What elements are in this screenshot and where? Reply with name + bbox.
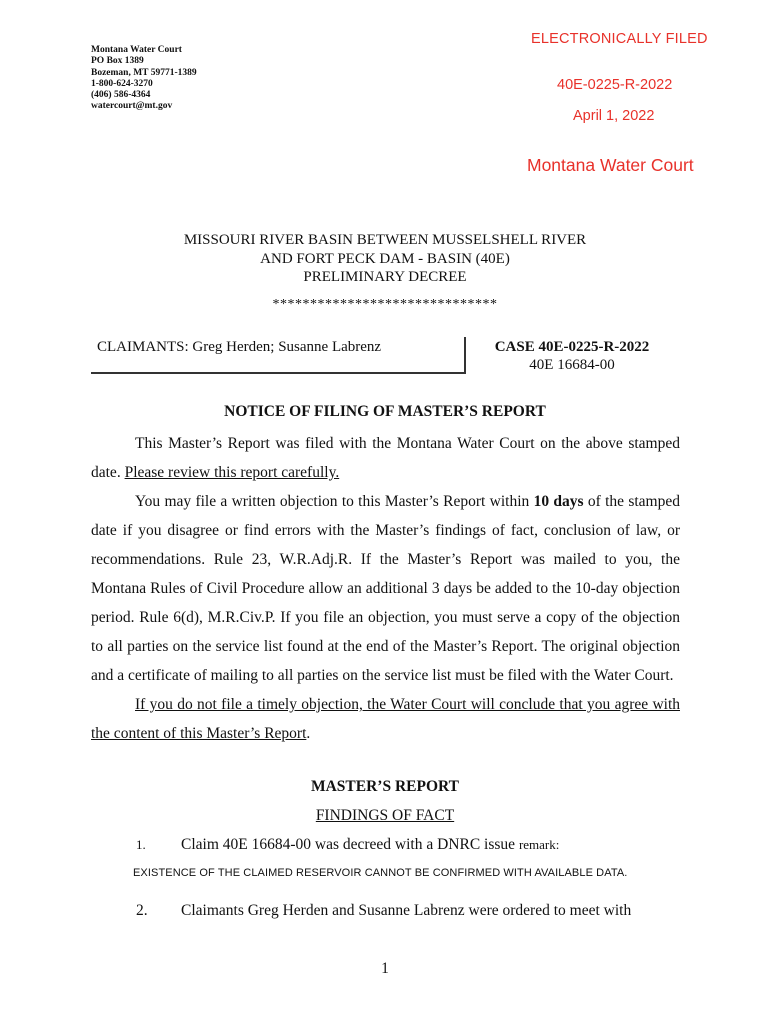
dnrc-issue-remark: EXISTENCE OF THE CLAIMED RESERVOIR CANNOT BE CONFIRMED WITH AVAILABLE DATA.	[133, 867, 628, 879]
address-line: PO Box 1389	[91, 56, 144, 67]
claimants-line: CLAIMANTS: Greg Herden; Susanne Labrenz	[97, 339, 382, 355]
case-block	[472, 338, 672, 374]
objection-warning: If you do not file a timely objection, the Water Court will conclude that you agree with the content of this Master’s Report	[91, 696, 680, 742]
filing-stamp-court: Montana Water Court	[527, 155, 694, 175]
filing-stamp-date: April 1, 2022	[573, 108, 655, 124]
address-line: (406) 586-4364	[91, 90, 151, 101]
notice-heading: NOTICE OF FILING OF MASTER’S REPORT	[224, 403, 546, 420]
finding-item	[91, 836, 680, 854]
caption-vertical-rule	[464, 337, 466, 374]
finding-text: Claim 40E 16684-00 was decreed with a DNRC issue	[181, 836, 519, 853]
address-line: Montana Water Court	[91, 45, 182, 55]
address-line: Bozeman, MT 59771-1389	[91, 67, 197, 78]
basin-caption	[0, 231, 770, 287]
notice-paragraph-2	[91, 487, 680, 690]
masters-report-heading: MASTER’S REPORT	[310, 778, 459, 795]
case-number: CASE 40E-0225-R-2022	[494, 339, 650, 355]
notice-paragraph-1	[91, 429, 680, 487]
filing-stamp-label: ELECTRONICALLY FILED	[531, 31, 708, 47]
star-divider: ******************************	[272, 297, 498, 312]
notice-body	[91, 429, 680, 748]
filing-stamp-case-number: 40E-0225-R-2022	[557, 77, 673, 93]
paragraph-text: This Master’s Report was filed with the Montana Water Court on the above stamped date.	[91, 435, 680, 481]
caption-line: MISSOURI RIVER BASIN BETWEEN MUSSELSHELL RIVER	[183, 232, 587, 248]
deadline-days: 10 days	[533, 493, 584, 510]
page-number: 1	[381, 960, 389, 977]
paragraph-text: You may file a written objection to this Master’s Report within	[135, 493, 534, 510]
finding-text-suffix: remark:	[518, 837, 560, 852]
paragraph-text: .	[306, 725, 311, 742]
caption-line: AND FORT PECK DAM - BASIN (40E)	[260, 250, 510, 267]
caption-horizontal-rule	[91, 372, 466, 374]
finding-text: Claimants Greg Herden and Susanne Labrenz were ordered to meet with	[181, 902, 632, 919]
findings-of-fact-heading: FINDINGS OF FACT	[315, 807, 455, 824]
court-address-block	[91, 45, 197, 113]
caption-line: PRELIMINARY DECREE	[303, 269, 467, 285]
paragraph-text: of the stamped date if you disagree or find errors with the Master’s findings of fact, conclusion of law, or recommendations. Rule 23, W.R.Adj.R. If the Master’s Report was mailed to you, the Montana Rules of Civil Procedure allow an additional 3 days be added to the 10-day objection period. Rule 6(d), M.R.Civ.P. If you file an objection, you must serve a copy of the objection to all parties on the service list found at the end of the Master’s Report. The original objection and a certificate of mailing to all parties on the service list must be filed with the Water Court.	[91, 493, 680, 684]
claim-number: 40E 16684-00	[529, 357, 615, 373]
finding-number: 2.	[136, 902, 148, 919]
finding-number: 1.	[136, 837, 146, 852]
address-line: watercourt@mt.gov	[91, 101, 173, 112]
finding-item	[91, 902, 680, 920]
notice-paragraph-3	[91, 690, 680, 748]
address-line: 1-800-624-3270	[91, 78, 153, 89]
review-instruction: Please review this report carefully.	[124, 464, 340, 481]
